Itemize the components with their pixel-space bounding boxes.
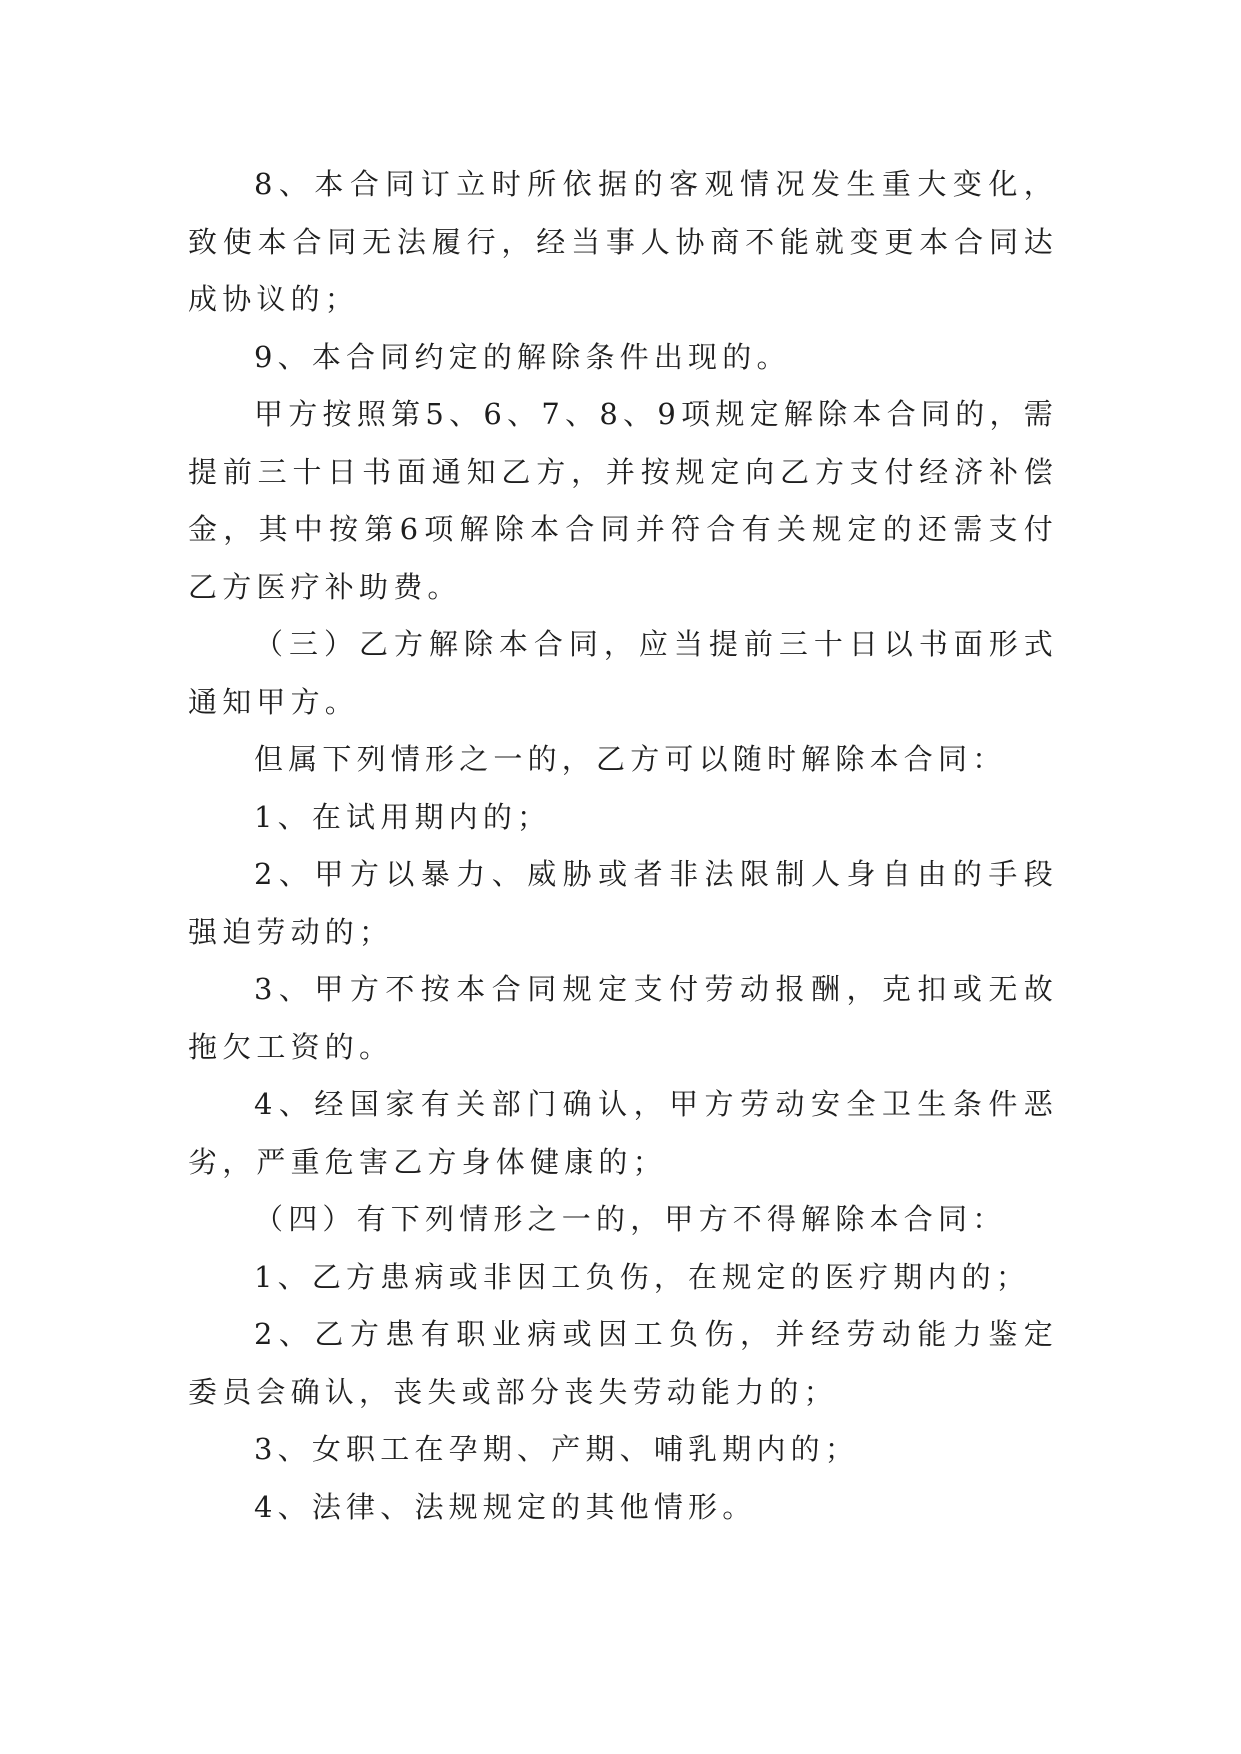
paragraph-section-4: （四）有下列情形之一的，甲方不得解除本合同：	[254, 1202, 1007, 1236]
paragraph-clause-9: 9、本合同约定的解除条件出现的。	[254, 339, 791, 374]
paragraph-employee-item-4: 4、经国家有关部门确认，甲方劳动安全卫生条件恶劣，严重危害乙方身体健康的；	[188, 1087, 1058, 1179]
paragraph-protected-item-3: 3、女职工在孕期、产期、哺乳期内的；	[254, 1432, 860, 1466]
paragraph-employee-item-3: 3、甲方不按本合同规定支付劳动报酬，克扣或无故拖欠工资的。	[188, 972, 1058, 1064]
paragraph-immediate-termination-intro: 但属下列情形之一的，乙方可以随时解除本合同：	[254, 742, 1007, 776]
paragraph-protected-item-1: 1、乙方患病或非因工负伤，在规定的医疗期内的；	[254, 1259, 1031, 1294]
paragraph-employer-notice: 甲方按照第5、6、7、8、9项规定解除本合同的，需提前三十日书面通知乙方，并按规定向乙方支付经济补偿金，其中按第6项解除本合同并符合有关规定的还需支付乙方医疗补助费。	[188, 397, 1058, 604]
paragraph-protected-item-2: 2、乙方患有职业病或因工负伤，并经劳动能力鉴定委员会确认，丧失或部分丧失劳动能力的；	[188, 1317, 1058, 1409]
paragraph-employee-item-2: 2、甲方以暴力、威胁或者非法限制人身自由的手段强迫劳动的；	[188, 857, 1058, 949]
document-body	[188, 156, 1058, 1536]
paragraph-section-3: （三）乙方解除本合同，应当提前三十日以书面形式通知甲方。	[188, 627, 1058, 719]
paragraph-employee-item-1: 1、在试用期内的；	[254, 799, 552, 834]
paragraph-clause-8: 8、本合同订立时所依据的客观情况发生重大变化，致使本合同无法履行，经当事人协商不能就变更本合同达成协议的；	[188, 167, 1058, 316]
paragraph-protected-item-4: 4、法律、法规规定的其他情形。	[254, 1489, 757, 1524]
